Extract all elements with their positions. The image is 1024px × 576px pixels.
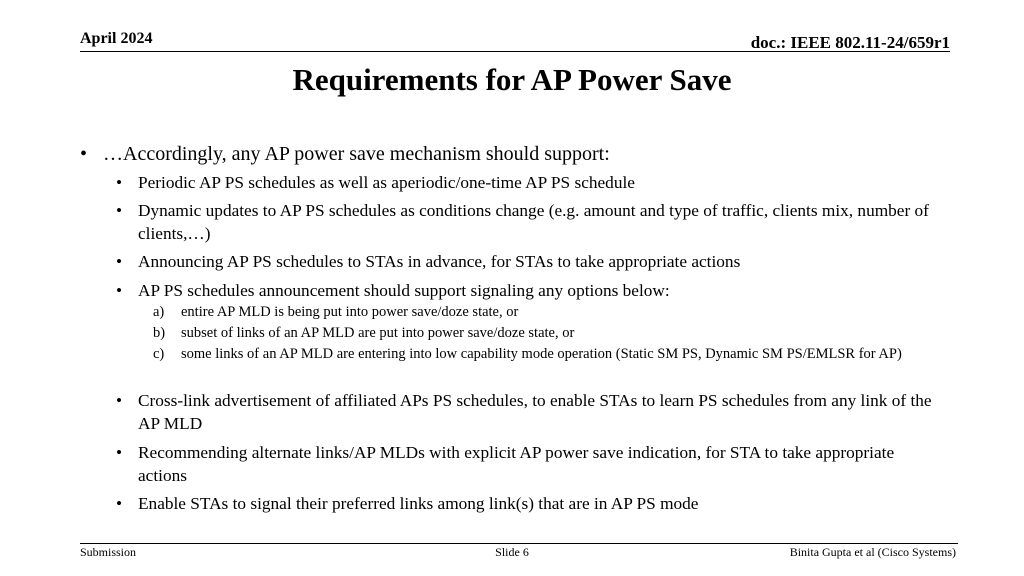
bullet-text: Enable STAs to signal their preferred links among link(s) that are in AP PS mode	[138, 494, 699, 513]
bullet-marker: •	[116, 494, 123, 513]
bullet-marker: •	[116, 391, 123, 410]
bullet-text: Cross-link advertisement of affiliated APs PS schedules, to enable STAs to learn PS schedules from any link of the AP MLD	[138, 391, 932, 433]
bullet-item	[116, 171, 946, 194]
option-marker: c)	[153, 346, 165, 362]
bullet-item	[116, 250, 946, 273]
bullet-item	[116, 389, 946, 435]
bullet-text: AP PS schedules announcement should support signaling any options below:	[138, 281, 670, 300]
bullet-marker: •	[116, 173, 123, 192]
bullet-marker: •	[116, 281, 123, 300]
header-divider	[80, 51, 950, 52]
bullet-text: Recommending alternate links/AP MLDs with explicit AP power save indication, for STA to take appropriate actions	[138, 443, 895, 485]
footer-slide-number: Slide 6	[495, 545, 529, 559]
bullet-marker: •	[80, 143, 88, 165]
footer-submission: Submission	[80, 545, 137, 559]
option-text: some links of an AP MLD are entering into low capability mode operation (Static SM PS, Dynamic SM PS/EMLSR for AP)	[181, 346, 902, 362]
footer-author: Binita Gupta et al (Cisco Systems)	[789, 545, 956, 559]
option-text: subset of links of an AP MLD are put into power save/doze state, or	[181, 325, 575, 341]
bullet-item	[116, 492, 946, 515]
bullet-text: Dynamic updates to AP PS schedules as conditions change (e.g. amount and type of traffic, clients mix, number of clients,…)	[138, 201, 929, 243]
bullet-item	[116, 441, 946, 487]
bullet-text: Announcing AP PS schedules to STAs in advance, for STAs to take appropriate actions	[138, 252, 741, 271]
option-text: entire AP MLD is being put into power save/doze state, or	[181, 304, 519, 320]
bullet-marker: •	[116, 252, 123, 271]
bullet-item	[116, 199, 946, 245]
intro-text: …Accordingly, any AP power save mechanism should support:	[103, 143, 610, 165]
option-item	[153, 323, 913, 343]
option-marker: b)	[153, 325, 166, 341]
option-item	[153, 302, 913, 322]
footer-divider	[80, 543, 958, 544]
bullet-marker: •	[116, 201, 123, 220]
option-marker: a)	[153, 304, 165, 320]
slide-title: Requirements for AP Power Save	[292, 62, 732, 97]
header-doc-id: doc.: IEEE 802.11-24/659r1	[750, 33, 950, 52]
header-date: April 2024	[80, 30, 153, 47]
bullet-item	[116, 279, 946, 302]
bullet-marker: •	[116, 443, 123, 462]
option-item	[153, 344, 913, 364]
bullet-text: Periodic AP PS schedules as well as aperiodic/one-time AP PS schedule	[138, 173, 635, 192]
